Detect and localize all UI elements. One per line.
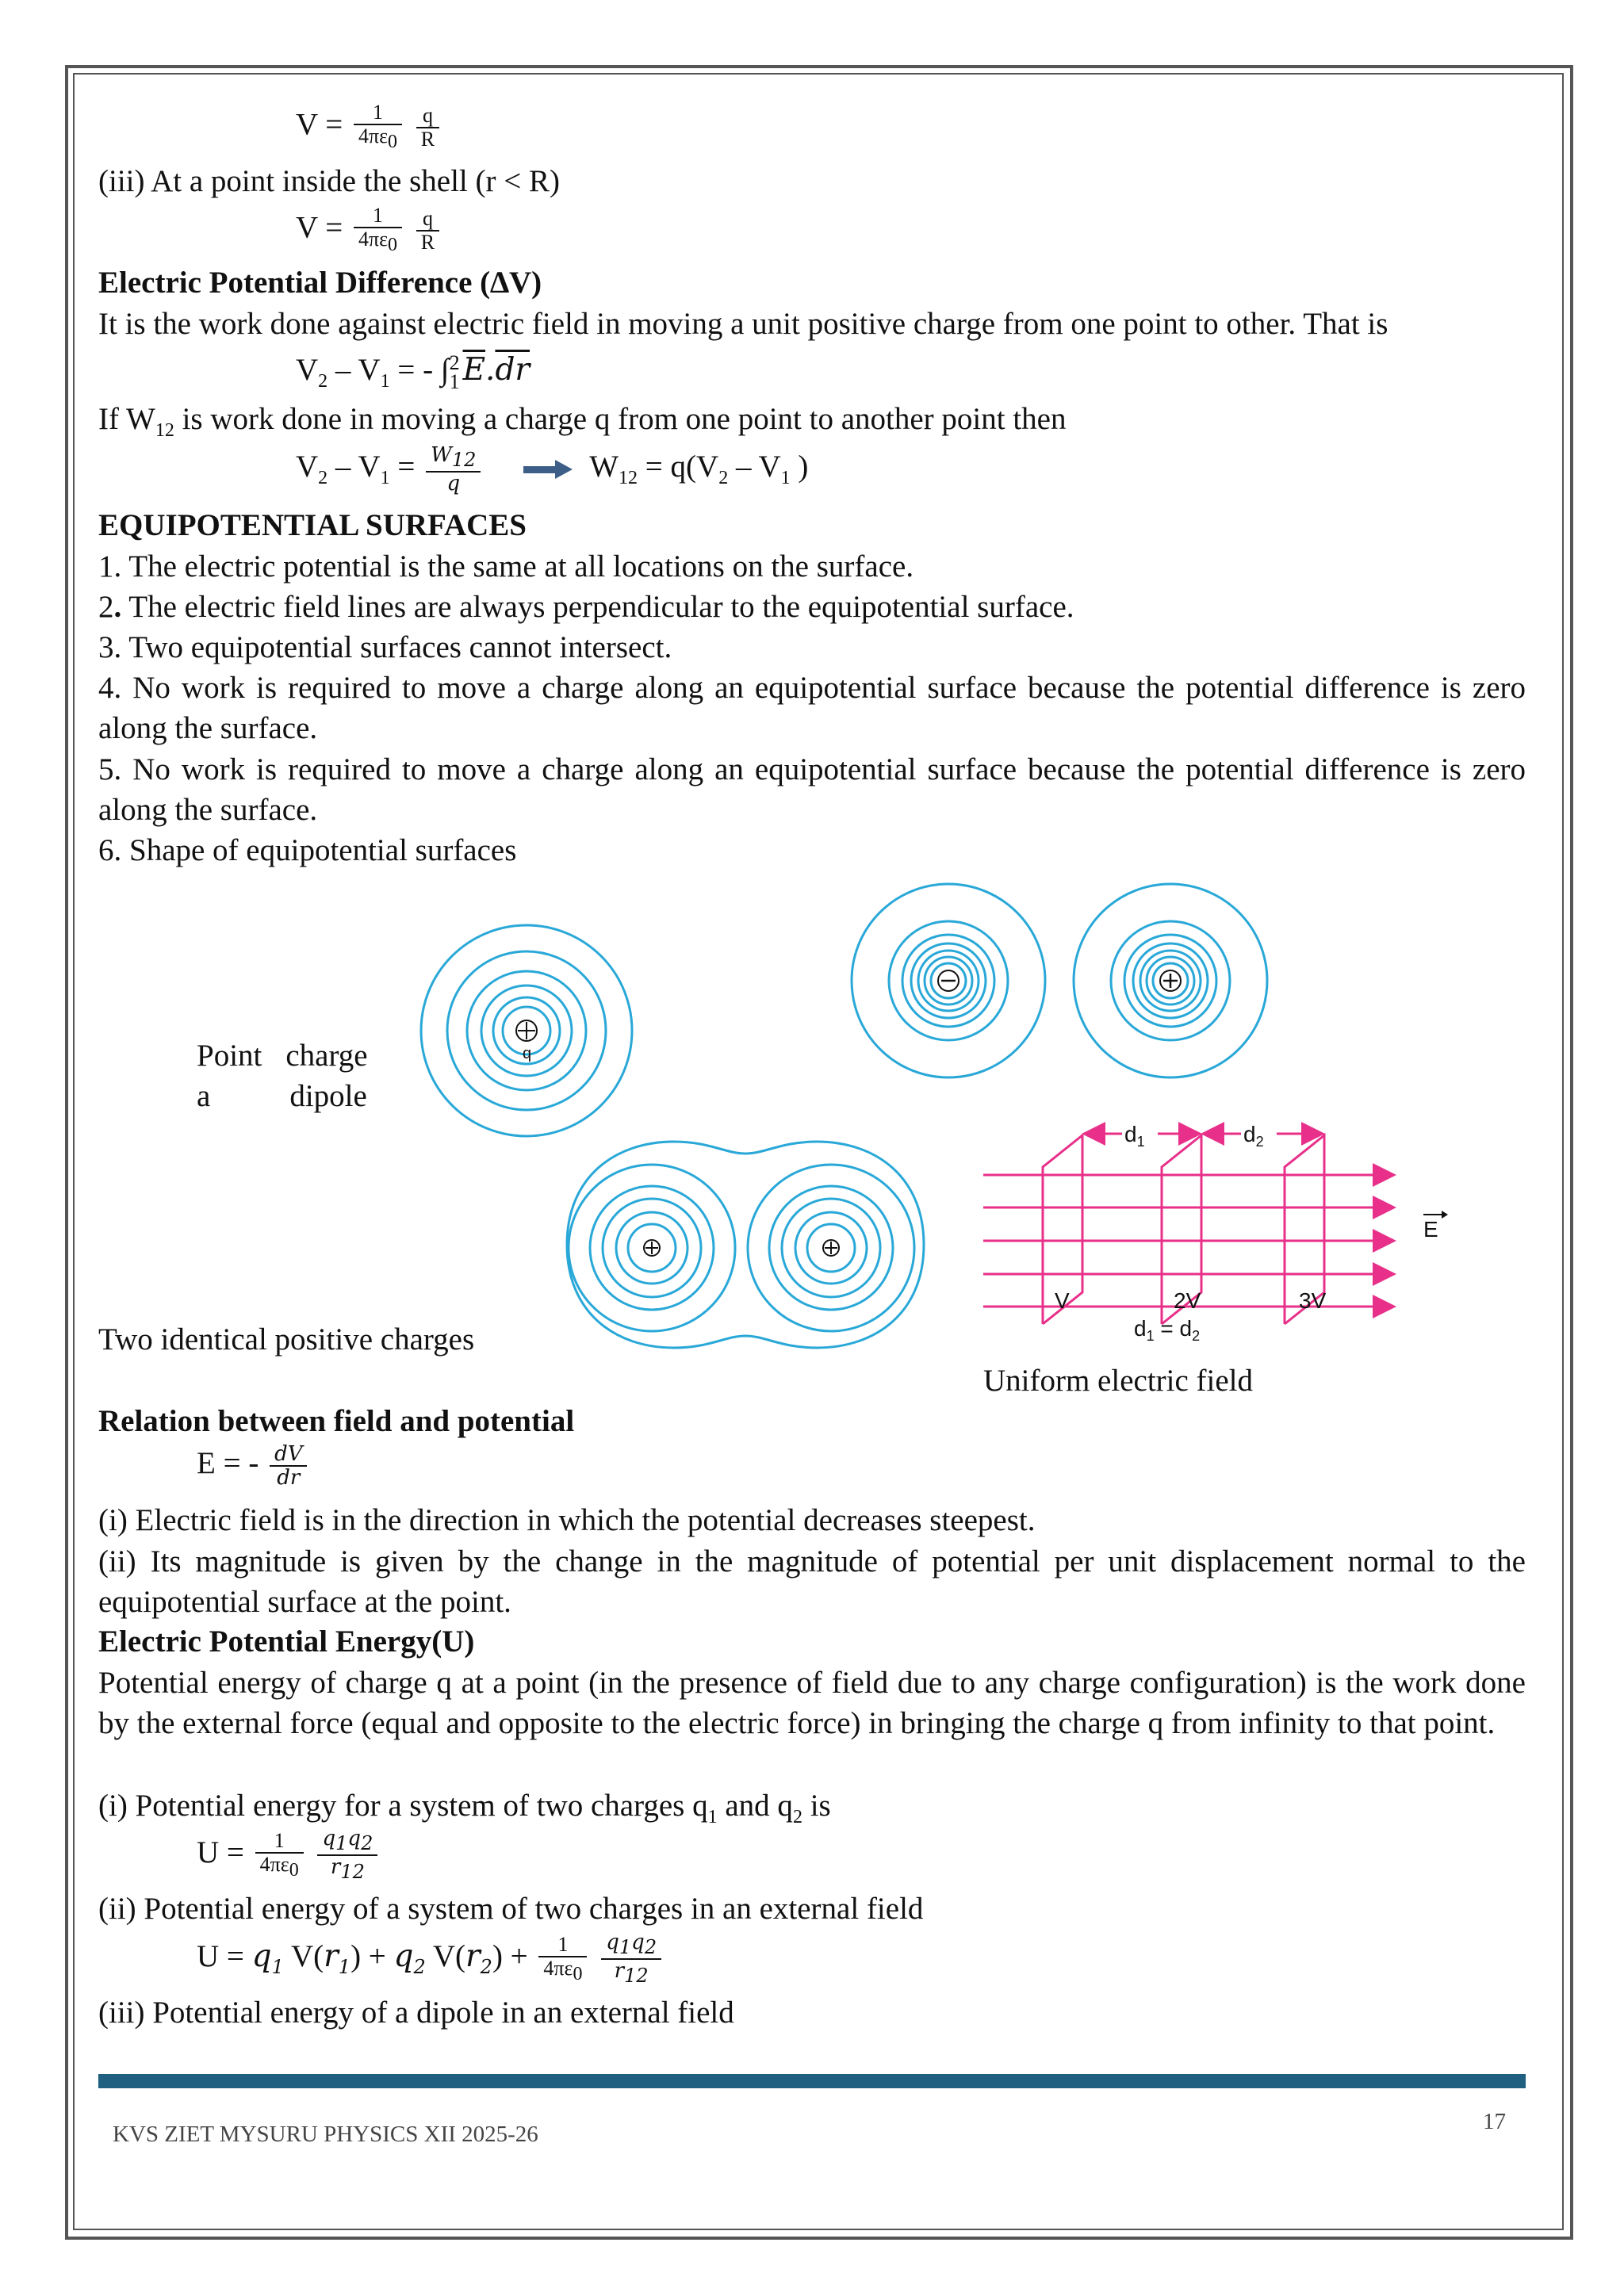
- two-charges-caption: Two identical positive charges: [98, 1322, 475, 1357]
- shell-outside-formula: V = $\frac{1}{4\pi\varepsilon_0}$ $\frac{q}{R}$: [296, 101, 442, 153]
- relation-point-1: (i) Electric field is in the direction in which the potential decreases steepest.: [98, 1503, 1036, 1537]
- implies-arrow-icon: [523, 458, 573, 480]
- dipole-caption: a dipole: [197, 1079, 367, 1113]
- relation-point-2: (ii) Its magnitude is given by the change in the magnitude of potential per unit displacement normal to the equipotential surface at the point.: [98, 1544, 1526, 1619]
- uniform-field-caption: Uniform electric field: [983, 1364, 1254, 1398]
- footer-text: KVS ZIET MYSURU PHYSICS XII 2025-26: [113, 2122, 538, 2147]
- energy-two-charges-text: (i) Potential energy for a system of two charges $q_1$ and $q_2$ is: [98, 1789, 831, 1827]
- work-formula: $V_2 - V_1$ = $\frac{W_{12}}{q}$ $W_{12} = q(V_2 - V_1$ ): [296, 443, 809, 496]
- two-positive-charges-figure: [563, 1134, 928, 1356]
- point-charge-caption: Point charge: [197, 1039, 368, 1073]
- equipotential-point-3: 3. Two equipotential surfaces cannot intersect.: [98, 630, 672, 664]
- energy-two-charges-formula: U = $\frac{1}{4\pi\varepsilon_0}$ $\frac{q_1q_2}{r_{12}}$: [197, 1827, 381, 1883]
- potential-v-label: V: [1055, 1288, 1070, 1313]
- potential-difference-definition: It is the work done against electric field in moving a unit positive charge from one point to other. That is: [98, 307, 1388, 341]
- energy-external-field-formula: $U = q_1$ $V(r_1) + q_2$ $V(r_2)$ + $\frac{1}{4\pi\varepsilon_0}$ $\frac{q_1q_2}{r_{12}}$: [197, 1931, 665, 1987]
- potential-3v-label: 3V: [1299, 1288, 1327, 1313]
- uniform-field-figure: [975, 1118, 1467, 1348]
- footer-bar: [98, 2074, 1526, 2088]
- energy-heading: Electric Potential Energy(U): [98, 1624, 475, 1659]
- potential-2v-label: 2V: [1174, 1288, 1201, 1313]
- energy-dipole-text: (iii) Potential energy of a dipole in an external field: [98, 1996, 734, 2030]
- dipole-equipotential-figure: [845, 880, 1289, 1086]
- field-potential-formula: E = - $\frac{dV}{dr}$: [197, 1443, 310, 1489]
- field-e-label: E: [1423, 1217, 1438, 1242]
- potential-difference-integral: $V_2 - V_1$ = - ∫ 2 1 $\overline{E}.\overline{dr}$: [296, 351, 530, 394]
- work-definition: If $W_{12}$ is work done in moving a charge q from one point to another point then: [98, 402, 1067, 441]
- equipotential-heading: EQUIPOTENTIAL SURFACES: [98, 508, 527, 542]
- potential-difference-heading: Electric Potential Difference (∆V): [98, 266, 542, 300]
- shell-inside-heading: (iii) At a point inside the shell (r < R): [98, 164, 560, 198]
- equipotential-point-4: 4. No work is required to move a charge along an equipotential surface because the potential difference is zero along the surface.: [98, 671, 1526, 745]
- energy-definition: Potential energy of charge q at a point (in the presence of field due to any charge configuration) is the work done by the external force (equal and opposite to the electric force) in bringing the charge q from infinity to that point.: [98, 1666, 1526, 1740]
- page-number: 17: [1483, 2109, 1506, 2134]
- d1-equals-d2-label: $d_1 = d_2$: [1134, 1316, 1201, 1344]
- d2-label: $d_2$: [1243, 1122, 1264, 1150]
- shell-inside-formula: V = $\frac{1}{4\pi\varepsilon_0}$ $\frac{q}{R}$: [296, 205, 442, 256]
- equipotential-point-5: 5. No work is required to move a charge along an equipotential surface because the potential difference is zero along the surface.: [98, 752, 1526, 827]
- energy-external-field-text: (ii) Potential energy of a system of two charges in an external field: [98, 1892, 924, 1926]
- d1-label: $d_1$: [1124, 1122, 1145, 1150]
- equipotential-point-2: 2. The electric field lines are always perpendicular to the equipotential surface.: [98, 590, 1074, 624]
- charge-q-label: q: [523, 1045, 532, 1062]
- equipotential-point-6: 6. Shape of equipotential surfaces: [98, 833, 517, 867]
- point-charge-equipotential-figure: [416, 920, 638, 1142]
- relation-heading: Relation between field and potential: [98, 1404, 575, 1438]
- equipotential-point-1: 1. The electric potential is the same at all locations on the surface.: [98, 549, 914, 584]
